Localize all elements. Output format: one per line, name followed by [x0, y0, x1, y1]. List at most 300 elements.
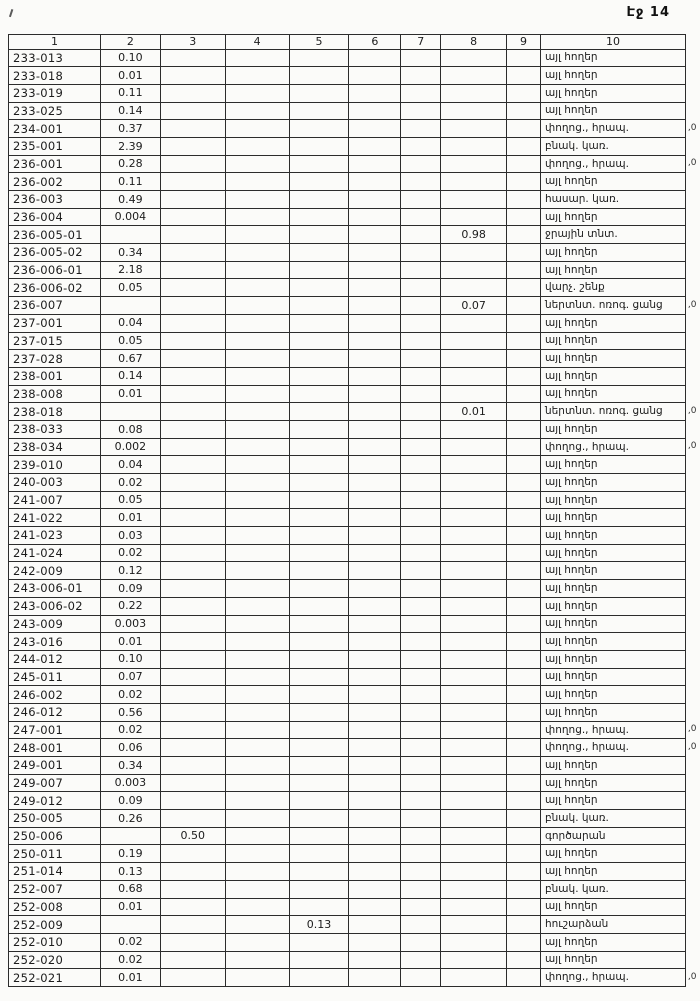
cell-value — [289, 102, 349, 120]
cell-value — [507, 721, 541, 739]
cell-parcel-code: 243-006-02 — [9, 597, 101, 615]
cell-value — [289, 84, 349, 102]
cell-value — [225, 810, 289, 828]
table-row — [9, 261, 700, 279]
cell-value — [401, 367, 441, 385]
cell-value — [507, 916, 541, 934]
cell-landuse: փողոց., հրապ. — [541, 155, 686, 173]
margin-note: ,0 — [687, 158, 697, 169]
cell-value — [160, 597, 225, 615]
cell-value — [401, 562, 441, 580]
cell-value — [289, 350, 349, 368]
cell-parcel-code: 245-011 — [9, 668, 101, 686]
cell-landuse: այլ հողեր — [541, 686, 686, 704]
cell-landuse: այլ հողեր — [541, 474, 686, 492]
cell-value — [441, 67, 507, 85]
margin-note — [685, 703, 699, 721]
cell-value — [401, 84, 441, 102]
cell-value — [225, 580, 289, 598]
cell-landuse: փողոց., հրապ. — [541, 969, 686, 987]
cell-value — [349, 102, 401, 120]
cell-value — [289, 668, 349, 686]
cell-parcel-code: 236-006-02 — [9, 279, 101, 297]
cell-value — [225, 456, 289, 474]
margin-note — [685, 863, 699, 881]
cell-landuse: վարչ. շենք — [541, 279, 686, 297]
cell-value — [349, 438, 401, 456]
cell-value — [349, 933, 401, 951]
cell-value — [225, 739, 289, 757]
cell-value — [441, 810, 507, 828]
cell-value — [401, 597, 441, 615]
cell-landuse: ջրային տնտ. — [541, 226, 686, 244]
cell-value — [507, 67, 541, 85]
cell-value — [401, 49, 441, 67]
cell-value: 0.13 — [289, 916, 349, 934]
cell-value: 0.12 — [100, 562, 160, 580]
margin-note: ,0 — [687, 441, 697, 452]
cell-value — [441, 544, 507, 562]
column-header-1: 1 — [9, 35, 101, 50]
cell-value: 0.05 — [100, 332, 160, 350]
cell-value — [160, 969, 225, 987]
cell-value — [225, 279, 289, 297]
cell-value — [441, 880, 507, 898]
cell-value — [289, 863, 349, 881]
cell-parcel-code: 252-010 — [9, 933, 101, 951]
cell-value — [441, 509, 507, 527]
cell-landuse: այլ հողեր — [541, 67, 686, 85]
cell-value — [441, 863, 507, 881]
page-number-label: Էջ 14 — [626, 5, 670, 20]
cell-value: 0.07 — [441, 297, 507, 315]
cell-value — [349, 314, 401, 332]
cell-value — [507, 208, 541, 226]
cell-value — [441, 438, 507, 456]
cell-value — [349, 668, 401, 686]
cell-value — [225, 49, 289, 67]
cell-value — [289, 615, 349, 633]
cell-value — [401, 102, 441, 120]
cell-value — [160, 279, 225, 297]
cell-parcel-code: 235-001 — [9, 137, 101, 155]
cell-value — [225, 403, 289, 421]
cell-value — [225, 191, 289, 209]
cell-landuse: այլ հողեր — [541, 332, 686, 350]
cell-value: 0.01 — [100, 633, 160, 651]
cell-parcel-code: 238-034 — [9, 438, 101, 456]
cell-value: 0.07 — [100, 668, 160, 686]
cell-landuse: փողոց., հրապ. — [541, 120, 686, 138]
cell-value — [160, 420, 225, 438]
cell-value — [507, 491, 541, 509]
cell-value — [507, 367, 541, 385]
cell-value — [507, 845, 541, 863]
cell-value — [225, 420, 289, 438]
cell-value — [289, 120, 349, 138]
cell-value — [160, 332, 225, 350]
margin-note — [685, 244, 699, 262]
cell-value — [441, 845, 507, 863]
cell-value — [225, 438, 289, 456]
cell-value — [160, 544, 225, 562]
cell-value — [349, 297, 401, 315]
cell-value — [441, 686, 507, 704]
cell-parcel-code: 244-012 — [9, 650, 101, 668]
cell-value — [289, 279, 349, 297]
cell-value — [401, 951, 441, 969]
cell-value — [225, 774, 289, 792]
cell-value — [507, 580, 541, 598]
table-row — [9, 67, 700, 85]
cell-value — [160, 350, 225, 368]
margin-note — [685, 810, 699, 828]
table-row — [9, 420, 700, 438]
table-row — [9, 84, 700, 102]
cell-value — [349, 810, 401, 828]
cell-value — [401, 226, 441, 244]
cell-value — [349, 721, 401, 739]
cell-value: 0.02 — [100, 686, 160, 704]
cell-value: 0.08 — [100, 420, 160, 438]
cell-parcel-code: 243-006-01 — [9, 580, 101, 598]
cell-value: 0.67 — [100, 350, 160, 368]
cell-value — [507, 438, 541, 456]
scan-artifact — [9, 9, 19, 19]
cell-landuse: այլ հողեր — [541, 792, 686, 810]
table-row — [9, 863, 700, 881]
cell-value — [160, 474, 225, 492]
cell-value — [401, 527, 441, 545]
margin-note — [685, 916, 699, 934]
column-header-5: 5 — [289, 35, 349, 50]
cell-value — [225, 226, 289, 244]
table-row — [9, 244, 700, 262]
cell-value — [225, 102, 289, 120]
cell-value: 0.05 — [100, 491, 160, 509]
margin-note — [685, 191, 699, 209]
cell-value — [349, 120, 401, 138]
margin-note — [685, 208, 699, 226]
cell-value — [441, 385, 507, 403]
cell-value: 0.01 — [100, 969, 160, 987]
table-row — [9, 474, 700, 492]
cell-value — [401, 314, 441, 332]
cell-value — [507, 102, 541, 120]
cell-landuse: այլ հողեր — [541, 774, 686, 792]
cell-value: 0.13 — [100, 863, 160, 881]
cell-value: 0.05 — [100, 279, 160, 297]
cell-landuse: այլ հողեր — [541, 420, 686, 438]
cell-value — [401, 208, 441, 226]
cell-value — [160, 792, 225, 810]
cell-parcel-code: 237-015 — [9, 332, 101, 350]
cell-value — [441, 774, 507, 792]
cell-landuse: այլ հողեր — [541, 385, 686, 403]
cell-value — [441, 491, 507, 509]
cell-parcel-code: 241-023 — [9, 527, 101, 545]
cell-value — [507, 261, 541, 279]
cell-value — [289, 314, 349, 332]
cell-value — [160, 244, 225, 262]
margin-note — [685, 350, 699, 368]
cell-value — [160, 173, 225, 191]
table-row — [9, 438, 700, 456]
margin-note — [685, 880, 699, 898]
column-header-9: 9 — [507, 35, 541, 50]
cell-value — [441, 474, 507, 492]
cell-value — [289, 509, 349, 527]
margin-note — [685, 509, 699, 527]
cell-value — [160, 491, 225, 509]
cell-value — [160, 297, 225, 315]
cell-value — [349, 385, 401, 403]
cell-value: 0.01 — [100, 509, 160, 527]
cell-value — [225, 703, 289, 721]
table-row — [9, 650, 700, 668]
cell-value — [507, 562, 541, 580]
cell-value — [401, 420, 441, 438]
cell-value — [349, 739, 401, 757]
cell-value — [401, 403, 441, 421]
cell-parcel-code: 236-005-02 — [9, 244, 101, 262]
cell-value — [441, 527, 507, 545]
cell-value — [441, 173, 507, 191]
cell-value — [160, 668, 225, 686]
cell-value — [289, 951, 349, 969]
margin-note: ,0 — [687, 741, 697, 752]
cell-value — [100, 297, 160, 315]
margin-note — [685, 951, 699, 969]
cell-value — [289, 226, 349, 244]
cell-landuse: բնակ. կառ. — [541, 810, 686, 828]
cell-value — [441, 191, 507, 209]
cell-parcel-code: 233-019 — [9, 84, 101, 102]
cell-value — [441, 367, 507, 385]
cell-value — [160, 403, 225, 421]
cell-value — [160, 580, 225, 598]
cell-value — [160, 102, 225, 120]
cell-parcel-code: 237-001 — [9, 314, 101, 332]
cell-value — [507, 155, 541, 173]
cell-parcel-code: 238-018 — [9, 403, 101, 421]
cell-value — [349, 279, 401, 297]
cell-value — [225, 297, 289, 315]
cell-value — [401, 633, 441, 651]
cell-value — [289, 933, 349, 951]
cell-value — [160, 933, 225, 951]
cell-value — [225, 757, 289, 775]
cell-value — [349, 686, 401, 704]
cell-value — [349, 792, 401, 810]
cell-value — [349, 845, 401, 863]
cell-value — [441, 633, 507, 651]
cell-value: 0.02 — [100, 933, 160, 951]
margin-note — [685, 633, 699, 651]
cell-value: 0.02 — [100, 544, 160, 562]
cell-value — [507, 739, 541, 757]
column-header-7: 7 — [401, 35, 441, 50]
cell-value: 0.10 — [100, 650, 160, 668]
cell-value: 2.39 — [100, 137, 160, 155]
cell-value — [100, 403, 160, 421]
cell-value: 0.14 — [100, 102, 160, 120]
cell-parcel-code: 246-012 — [9, 703, 101, 721]
cell-value — [160, 951, 225, 969]
table-row — [9, 350, 700, 368]
cell-value — [349, 562, 401, 580]
cell-landuse: այլ հողեր — [541, 933, 686, 951]
cell-value — [401, 491, 441, 509]
cell-value — [349, 527, 401, 545]
cell-value: 0.14 — [100, 367, 160, 385]
cell-value — [507, 244, 541, 262]
cell-parcel-code: 236-003 — [9, 191, 101, 209]
cell-value — [401, 67, 441, 85]
cell-landuse: այլ հողեր — [541, 527, 686, 545]
cell-value — [507, 597, 541, 615]
cell-value — [225, 880, 289, 898]
table-row — [9, 314, 700, 332]
cell-value: 0.04 — [100, 456, 160, 474]
cell-value — [160, 261, 225, 279]
cell-landuse: այլ հողեր — [541, 261, 686, 279]
cell-value — [507, 703, 541, 721]
cell-value — [289, 633, 349, 651]
table-row — [9, 827, 700, 845]
cell-value — [507, 191, 541, 209]
cell-value — [507, 757, 541, 775]
cell-value — [225, 173, 289, 191]
table-row — [9, 191, 700, 209]
cell-value — [401, 261, 441, 279]
cell-value — [225, 898, 289, 916]
cell-value: 0.22 — [100, 597, 160, 615]
cell-value — [441, 261, 507, 279]
cell-value — [289, 969, 349, 987]
cell-value — [401, 721, 441, 739]
cell-value: 0.01 — [100, 385, 160, 403]
cell-value — [441, 721, 507, 739]
cell-value — [289, 456, 349, 474]
table-row — [9, 916, 700, 934]
cell-landuse: ներտնտ. ոռոգ. ցանց — [541, 297, 686, 315]
cell-value — [289, 774, 349, 792]
cell-value — [289, 137, 349, 155]
cell-value — [289, 721, 349, 739]
cell-value — [225, 969, 289, 987]
cell-parcel-code: 241-024 — [9, 544, 101, 562]
cell-parcel-code: 238-001 — [9, 367, 101, 385]
cell-value — [401, 137, 441, 155]
cell-value: 0.34 — [100, 244, 160, 262]
cell-parcel-code: 250-006 — [9, 827, 101, 845]
cell-value — [441, 597, 507, 615]
cell-value — [160, 314, 225, 332]
cell-parcel-code: 233-013 — [9, 49, 101, 67]
cell-landuse: այլ հողեր — [541, 84, 686, 102]
table-row — [9, 686, 700, 704]
margin-note — [685, 686, 699, 704]
cell-value — [401, 792, 441, 810]
cell-value — [225, 544, 289, 562]
cell-value — [349, 474, 401, 492]
cell-value: 0.02 — [100, 951, 160, 969]
margin-note: ,0 — [687, 299, 697, 310]
cell-value — [289, 385, 349, 403]
cell-value: 0.98 — [441, 226, 507, 244]
cell-landuse: հուշարձան — [541, 916, 686, 934]
cell-parcel-code: 233-025 — [9, 102, 101, 120]
cell-value — [441, 456, 507, 474]
cell-value — [401, 544, 441, 562]
cell-landuse: փողոց., հրապ. — [541, 739, 686, 757]
cell-landuse: այլ հողեր — [541, 544, 686, 562]
table-row — [9, 597, 700, 615]
cell-value — [349, 615, 401, 633]
margin-note: ,0 — [687, 971, 697, 982]
cell-value — [289, 739, 349, 757]
cell-value — [349, 491, 401, 509]
cell-value — [507, 49, 541, 67]
cell-value — [225, 845, 289, 863]
cell-value — [289, 703, 349, 721]
cell-value — [289, 827, 349, 845]
cell-value — [507, 314, 541, 332]
cell-value — [160, 916, 225, 934]
cell-landuse: այլ հողեր — [541, 580, 686, 598]
cell-parcel-code: 252-007 — [9, 880, 101, 898]
cell-value — [441, 703, 507, 721]
column-header-10: 10 — [541, 35, 686, 50]
cell-value — [441, 102, 507, 120]
cell-value — [349, 757, 401, 775]
cell-value — [507, 615, 541, 633]
cell-landuse: բնակ. կառ. — [541, 880, 686, 898]
cell-landuse: այլ հողեր — [541, 757, 686, 775]
table-row — [9, 527, 700, 545]
cell-parcel-code: 233-018 — [9, 67, 101, 85]
cell-value — [160, 863, 225, 881]
cell-value: 0.004 — [100, 208, 160, 226]
cell-value: 0.68 — [100, 880, 160, 898]
margin-note — [685, 67, 699, 85]
cell-value — [349, 244, 401, 262]
cell-value — [507, 120, 541, 138]
margin-note — [685, 137, 699, 155]
cell-value — [349, 403, 401, 421]
cell-value — [507, 880, 541, 898]
cell-value — [507, 827, 541, 845]
cell-value — [225, 527, 289, 545]
cell-value — [349, 261, 401, 279]
cell-value — [401, 845, 441, 863]
cell-value: 0.003 — [100, 774, 160, 792]
cell-value — [349, 916, 401, 934]
cell-value — [401, 350, 441, 368]
cell-landuse: այլ հողեր — [541, 491, 686, 509]
cell-value — [225, 491, 289, 509]
cell-landuse: այլ հողեր — [541, 650, 686, 668]
cell-value — [401, 757, 441, 775]
cell-value — [349, 173, 401, 191]
cell-value: 0.002 — [100, 438, 160, 456]
cell-value — [349, 951, 401, 969]
cell-value — [441, 898, 507, 916]
cell-value — [289, 650, 349, 668]
cell-value — [225, 67, 289, 85]
cell-value — [225, 155, 289, 173]
